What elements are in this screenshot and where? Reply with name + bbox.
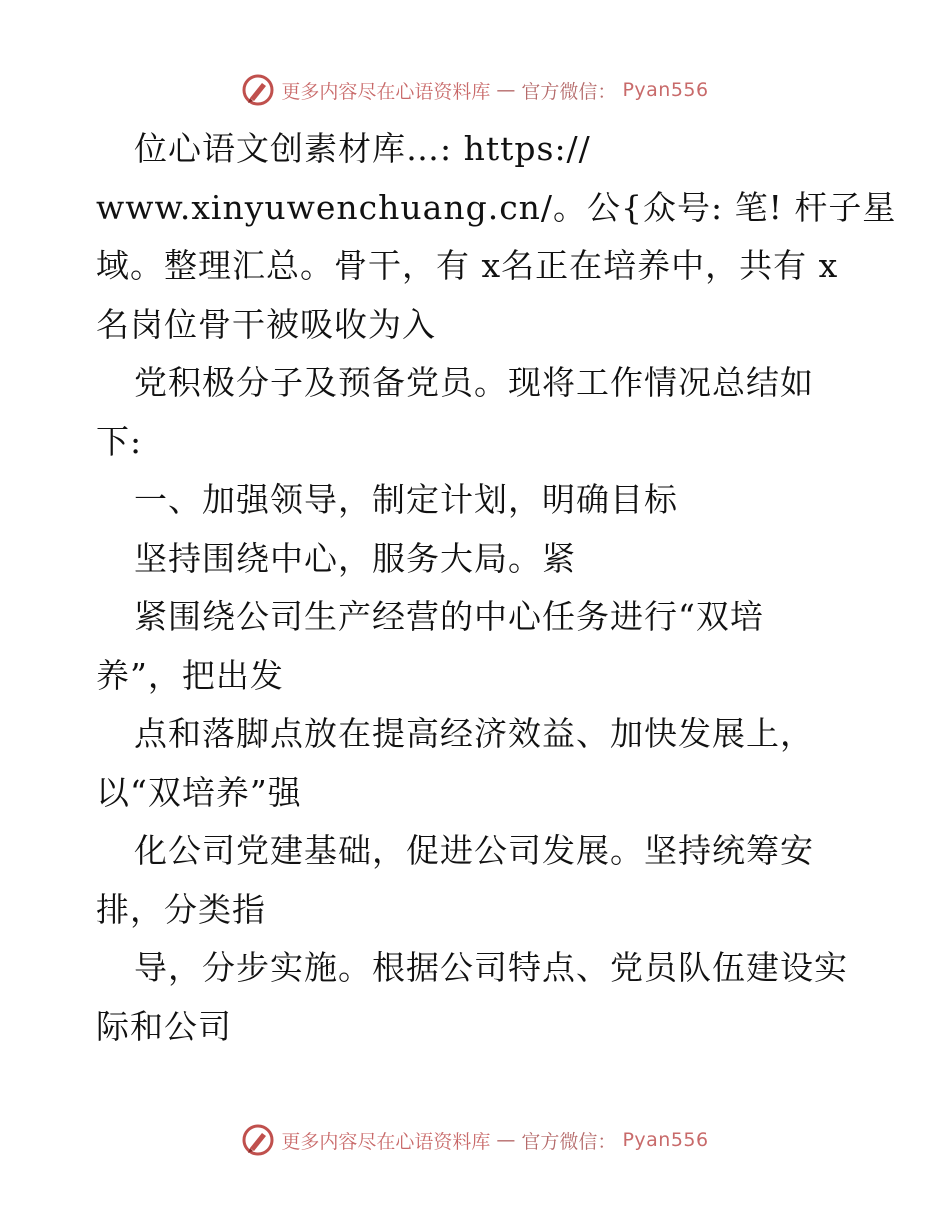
- watermark-id: Pyan556: [622, 1129, 709, 1151]
- body-line: 下:: [96, 421, 143, 461]
- document-body: [96, 120, 897, 1056]
- body-line: 名岗位骨干被吸收为入: [96, 304, 436, 344]
- watermark-dash: —: [496, 79, 516, 101]
- body-line: 排，分类指: [96, 889, 266, 929]
- body-line: 化公司党建基础，促进公司发展。坚持统筹安: [134, 831, 814, 870]
- watermark-main-text: 更多内容尽在心语资料库: [281, 1130, 491, 1153]
- body-line: 以“双培养”强: [96, 772, 302, 812]
- body-line: 养”，把出发: [96, 655, 284, 695]
- watermark-tail-text: 官方微信：: [521, 80, 617, 103]
- footer-watermark: [0, 1120, 950, 1160]
- watermark-dash: —: [496, 1129, 516, 1151]
- body-line: 点和落脚点放在提高经济效益、加快发展上，: [134, 714, 814, 753]
- body-line: 导，分步实施。根据公司特点、党员队伍建设实: [134, 948, 848, 987]
- body-line: 坚持围绕中心，服务大局。紧: [134, 538, 576, 578]
- body-line: 党积极分子及预备党员。现将工作情况总结如: [134, 363, 814, 402]
- body-line: 紧围绕公司生产经营的中心任务进行“双培: [134, 597, 764, 636]
- header-watermark: [0, 70, 950, 110]
- body-line: 位心语文创素材库…: https://: [134, 129, 591, 168]
- watermark-main-text: 更多内容尽在心语资料库: [281, 80, 491, 103]
- body-line: 际和公司: [96, 1006, 232, 1046]
- body-line: www.xinyuwenchuang.cn/。公{众号: 笔! 杆子星: [96, 187, 897, 227]
- watermark-id: Pyan556: [622, 79, 709, 101]
- section-heading: 一、加强领导，制定计划，明确目标: [134, 480, 678, 519]
- watermark-tail-text: 官方微信：: [521, 1130, 617, 1153]
- body-line: 域。整理汇总。骨干，有 x名正在培养中，共有 x: [96, 246, 839, 285]
- pen-logo-icon: [241, 1123, 275, 1157]
- pen-logo-icon: [241, 73, 275, 107]
